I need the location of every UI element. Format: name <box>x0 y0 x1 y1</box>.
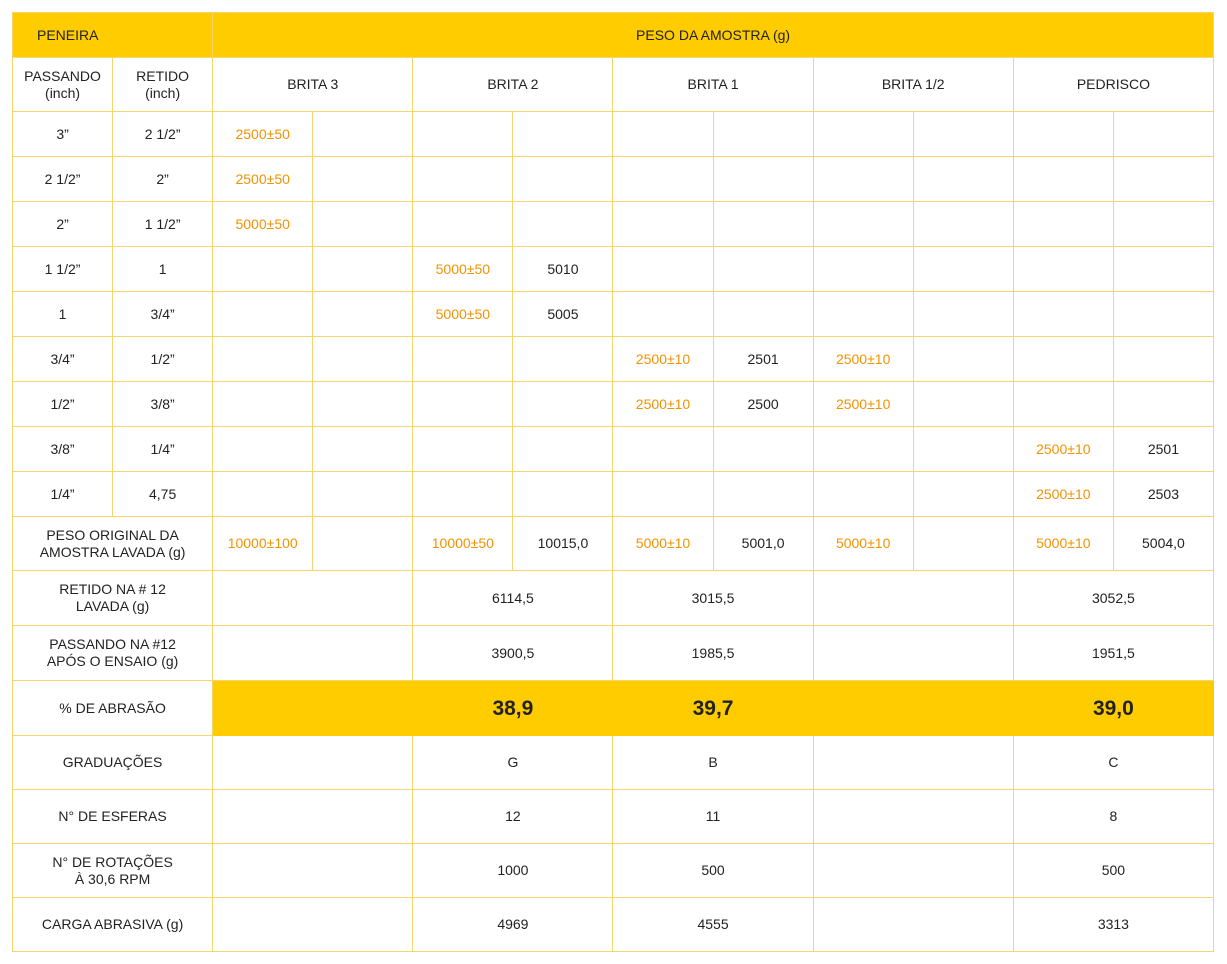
sieve-cell: 2503 <box>1113 472 1213 517</box>
col-brita-2: BRITA 2 <box>413 58 613 112</box>
sieve-passando: 2 1/2” <box>13 157 113 202</box>
retido-12-value: 6114,5 <box>413 571 613 626</box>
graduacoes-label: GRADUAÇÕES <box>13 736 213 790</box>
esferas-value <box>213 790 413 844</box>
sieve-cell <box>313 112 413 157</box>
sieve-cell: 2500±10 <box>1013 472 1113 517</box>
sieve-retido: 3/8” <box>113 382 213 427</box>
sieve-cell <box>413 202 513 247</box>
carga-value <box>213 898 413 952</box>
peso-original-label: PESO ORIGINAL DA AMOSTRA LAVADA (g) <box>13 517 213 571</box>
sieve-cell <box>1113 202 1213 247</box>
rotacoes-value: 500 <box>613 844 813 898</box>
sieve-cell <box>513 112 613 157</box>
carga-value: 4969 <box>413 898 613 952</box>
sieve-cell <box>413 427 513 472</box>
sieve-cell <box>213 247 313 292</box>
sieve-cell <box>913 157 1013 202</box>
col-retido: RETIDO (inch) <box>113 58 213 112</box>
sieve-retido: 4,75 <box>113 472 213 517</box>
sieve-cell <box>1013 292 1113 337</box>
graduacoes-value <box>213 736 413 790</box>
sieve-cell <box>913 382 1013 427</box>
header-row <box>13 13 1214 58</box>
retido-12-value <box>813 571 1013 626</box>
sieve-row <box>13 292 1214 337</box>
sieve-cell <box>1113 247 1213 292</box>
carga-row <box>13 898 1214 952</box>
sieve-cell <box>213 337 313 382</box>
peso-original-cell: 10015,0 <box>513 517 613 571</box>
passando-12-value <box>213 626 413 681</box>
header-peneira: PENEIRA <box>13 13 213 58</box>
sieve-cell <box>813 202 913 247</box>
retido-12-value: 3015,5 <box>613 571 813 626</box>
sieve-rows <box>13 112 1214 517</box>
sieve-row <box>13 157 1214 202</box>
carga-value: 3313 <box>1013 898 1213 952</box>
sieve-cell <box>313 292 413 337</box>
sieve-cell <box>713 247 813 292</box>
graduacoes-value <box>813 736 1013 790</box>
sieve-cell <box>1013 202 1113 247</box>
sieve-cell <box>713 157 813 202</box>
sieve-passando: 3/8” <box>13 427 113 472</box>
sieve-cell <box>413 382 513 427</box>
sieve-row <box>13 202 1214 247</box>
sieve-cell <box>1013 112 1113 157</box>
sieve-cell <box>613 202 713 247</box>
passando-12-value: 3900,5 <box>413 626 613 681</box>
sieve-cell <box>313 337 413 382</box>
sieve-retido: 1/2” <box>113 337 213 382</box>
sieve-cell <box>813 157 913 202</box>
sieve-cell <box>513 382 613 427</box>
abrasao-value <box>813 681 1013 736</box>
sieve-cell: 5005 <box>513 292 613 337</box>
rotacoes-value <box>213 844 413 898</box>
sieve-cell <box>1113 382 1213 427</box>
sieve-cell <box>313 247 413 292</box>
sieve-cell <box>813 472 913 517</box>
sieve-cell <box>413 337 513 382</box>
sieve-cell <box>213 427 313 472</box>
sieve-cell <box>1013 157 1113 202</box>
sieve-cell: 2500±10 <box>813 382 913 427</box>
retido-12-label: RETIDO NA # 12 LAVADA (g) <box>13 571 213 626</box>
retido-12-value <box>213 571 413 626</box>
sieve-passando: 1 <box>13 292 113 337</box>
peso-original-cell: 5000±10 <box>1013 517 1113 571</box>
graduacoes-value: C <box>1013 736 1213 790</box>
sieve-cell: 5000±50 <box>213 202 313 247</box>
sieve-cell <box>413 157 513 202</box>
sieve-retido: 1 <box>113 247 213 292</box>
passando-12-value: 1985,5 <box>613 626 813 681</box>
sieve-cell: 2500±50 <box>213 157 313 202</box>
sieve-cell: 5000±50 <box>413 247 513 292</box>
peso-original-cell: 5000±10 <box>813 517 913 571</box>
sieve-row <box>13 112 1214 157</box>
sieve-cell <box>913 112 1013 157</box>
sieve-cell: 5000±50 <box>413 292 513 337</box>
sieve-cell <box>1013 337 1113 382</box>
abrasion-table <box>12 12 1214 952</box>
peso-original-cell: 10000±50 <box>413 517 513 571</box>
esferas-value: 8 <box>1013 790 1213 844</box>
sieve-cell: 2500 <box>713 382 813 427</box>
esferas-label: N° DE ESFERAS <box>13 790 213 844</box>
sieve-cell <box>813 427 913 472</box>
carga-value: 4555 <box>613 898 813 952</box>
sieve-cell <box>913 247 1013 292</box>
sieve-cell <box>513 427 613 472</box>
sieve-retido: 3/4” <box>113 292 213 337</box>
sieve-cell: 2501 <box>713 337 813 382</box>
sieve-row <box>13 337 1214 382</box>
sieve-cell <box>513 157 613 202</box>
sieve-cell <box>313 157 413 202</box>
sieve-cell <box>513 337 613 382</box>
header-peso-amostra: PESO DA AMOSTRA (g) <box>213 13 1214 58</box>
rotacoes-value: 1000 <box>413 844 613 898</box>
sieve-cell <box>413 472 513 517</box>
sieve-cell <box>213 382 313 427</box>
sieve-cell <box>1013 247 1113 292</box>
peso-original-cell: 5001,0 <box>713 517 813 571</box>
peso-original-cell: 10000±100 <box>213 517 313 571</box>
sieve-retido: 2 1/2” <box>113 112 213 157</box>
sieve-row <box>13 382 1214 427</box>
sieve-retido: 1/4” <box>113 427 213 472</box>
sieve-cell <box>1113 292 1213 337</box>
carga-value <box>813 898 1013 952</box>
rotacoes-value: 500 <box>1013 844 1213 898</box>
sieve-passando: 1 1/2” <box>13 247 113 292</box>
peso-original-cell: 5004,0 <box>1113 517 1213 571</box>
sieve-cell <box>513 472 613 517</box>
sieve-cell <box>313 472 413 517</box>
sieve-passando: 1/2” <box>13 382 113 427</box>
sieve-cell: 2500±10 <box>613 337 713 382</box>
sieve-cell <box>613 247 713 292</box>
sieve-cell <box>613 292 713 337</box>
peso-original-cell: 5000±10 <box>613 517 713 571</box>
sieve-retido: 2” <box>113 157 213 202</box>
sieve-cell <box>713 112 813 157</box>
sieve-cell: 2500±10 <box>813 337 913 382</box>
retido-12-row <box>13 571 1214 626</box>
sieve-row <box>13 427 1214 472</box>
sieve-cell <box>313 202 413 247</box>
retido-12-value: 3052,5 <box>1013 571 1213 626</box>
sieve-cell <box>213 472 313 517</box>
esferas-value: 12 <box>413 790 613 844</box>
sieve-cell <box>313 427 413 472</box>
passando-12-value: 1951,5 <box>1013 626 1213 681</box>
col-pedrisco: PEDRISCO <box>1013 58 1213 112</box>
passando-12-value <box>813 626 1013 681</box>
sieve-cell <box>813 112 913 157</box>
sieve-cell <box>913 292 1013 337</box>
sieve-retido: 1 1/2” <box>113 202 213 247</box>
sieve-cell <box>613 472 713 517</box>
sieve-cell: 2500±50 <box>213 112 313 157</box>
rotacoes-value <box>813 844 1013 898</box>
graduacoes-value: G <box>413 736 613 790</box>
sieve-cell <box>513 202 613 247</box>
sieve-cell: 2500±10 <box>613 382 713 427</box>
sieve-cell <box>1013 382 1113 427</box>
abrasao-value: 38,9 <box>413 681 613 736</box>
sieve-cell <box>1113 337 1213 382</box>
abrasao-value <box>213 681 413 736</box>
col-passando: PASSANDO (inch) <box>13 58 113 112</box>
graduacoes-row <box>13 736 1214 790</box>
sieve-passando: 3” <box>13 112 113 157</box>
sieve-cell <box>613 427 713 472</box>
rotacoes-label: N° DE ROTAÇÕES À 30,6 RPM <box>13 844 213 898</box>
esferas-row <box>13 790 1214 844</box>
graduacoes-value: B <box>613 736 813 790</box>
sieve-cell <box>1113 157 1213 202</box>
sieve-cell <box>713 472 813 517</box>
sieve-cell <box>813 247 913 292</box>
passando-12-row <box>13 626 1214 681</box>
esferas-value: 11 <box>613 790 813 844</box>
sieve-cell <box>813 292 913 337</box>
sieve-row <box>13 472 1214 517</box>
esferas-value <box>813 790 1013 844</box>
peso-original-cell <box>313 517 413 571</box>
sieve-passando: 2” <box>13 202 113 247</box>
sieve-cell <box>313 382 413 427</box>
abrasao-value: 39,7 <box>613 681 813 736</box>
col-brita-half: BRITA 1/2 <box>813 58 1013 112</box>
sieve-cell <box>1113 112 1213 157</box>
column-header-row <box>13 58 1214 112</box>
sieve-passando: 1/4” <box>13 472 113 517</box>
col-brita-1: BRITA 1 <box>613 58 813 112</box>
abrasao-row <box>13 681 1214 736</box>
sieve-cell <box>913 472 1013 517</box>
sieve-cell <box>913 427 1013 472</box>
peso-original-row <box>13 517 1214 571</box>
sieve-cell: 2501 <box>1113 427 1213 472</box>
sieve-cell <box>613 112 713 157</box>
abrasao-value: 39,0 <box>1013 681 1213 736</box>
sieve-cell <box>213 292 313 337</box>
passando-12-label: PASSANDO NA #12 APÓS O ENSAIO (g) <box>13 626 213 681</box>
sieve-cell <box>613 157 713 202</box>
sieve-cell <box>713 202 813 247</box>
sieve-cell: 2500±10 <box>1013 427 1113 472</box>
sieve-row <box>13 247 1214 292</box>
col-brita-3: BRITA 3 <box>213 58 413 112</box>
sieve-cell: 5010 <box>513 247 613 292</box>
abrasao-label: % DE ABRASÃO <box>13 681 213 736</box>
sieve-cell <box>713 292 813 337</box>
rotacoes-row <box>13 844 1214 898</box>
carga-label: CARGA ABRASIVA (g) <box>13 898 213 952</box>
sieve-cell <box>913 202 1013 247</box>
sieve-cell <box>713 427 813 472</box>
sieve-cell <box>413 112 513 157</box>
peso-original-cell <box>913 517 1013 571</box>
sieve-cell <box>913 337 1013 382</box>
sieve-passando: 3/4” <box>13 337 113 382</box>
